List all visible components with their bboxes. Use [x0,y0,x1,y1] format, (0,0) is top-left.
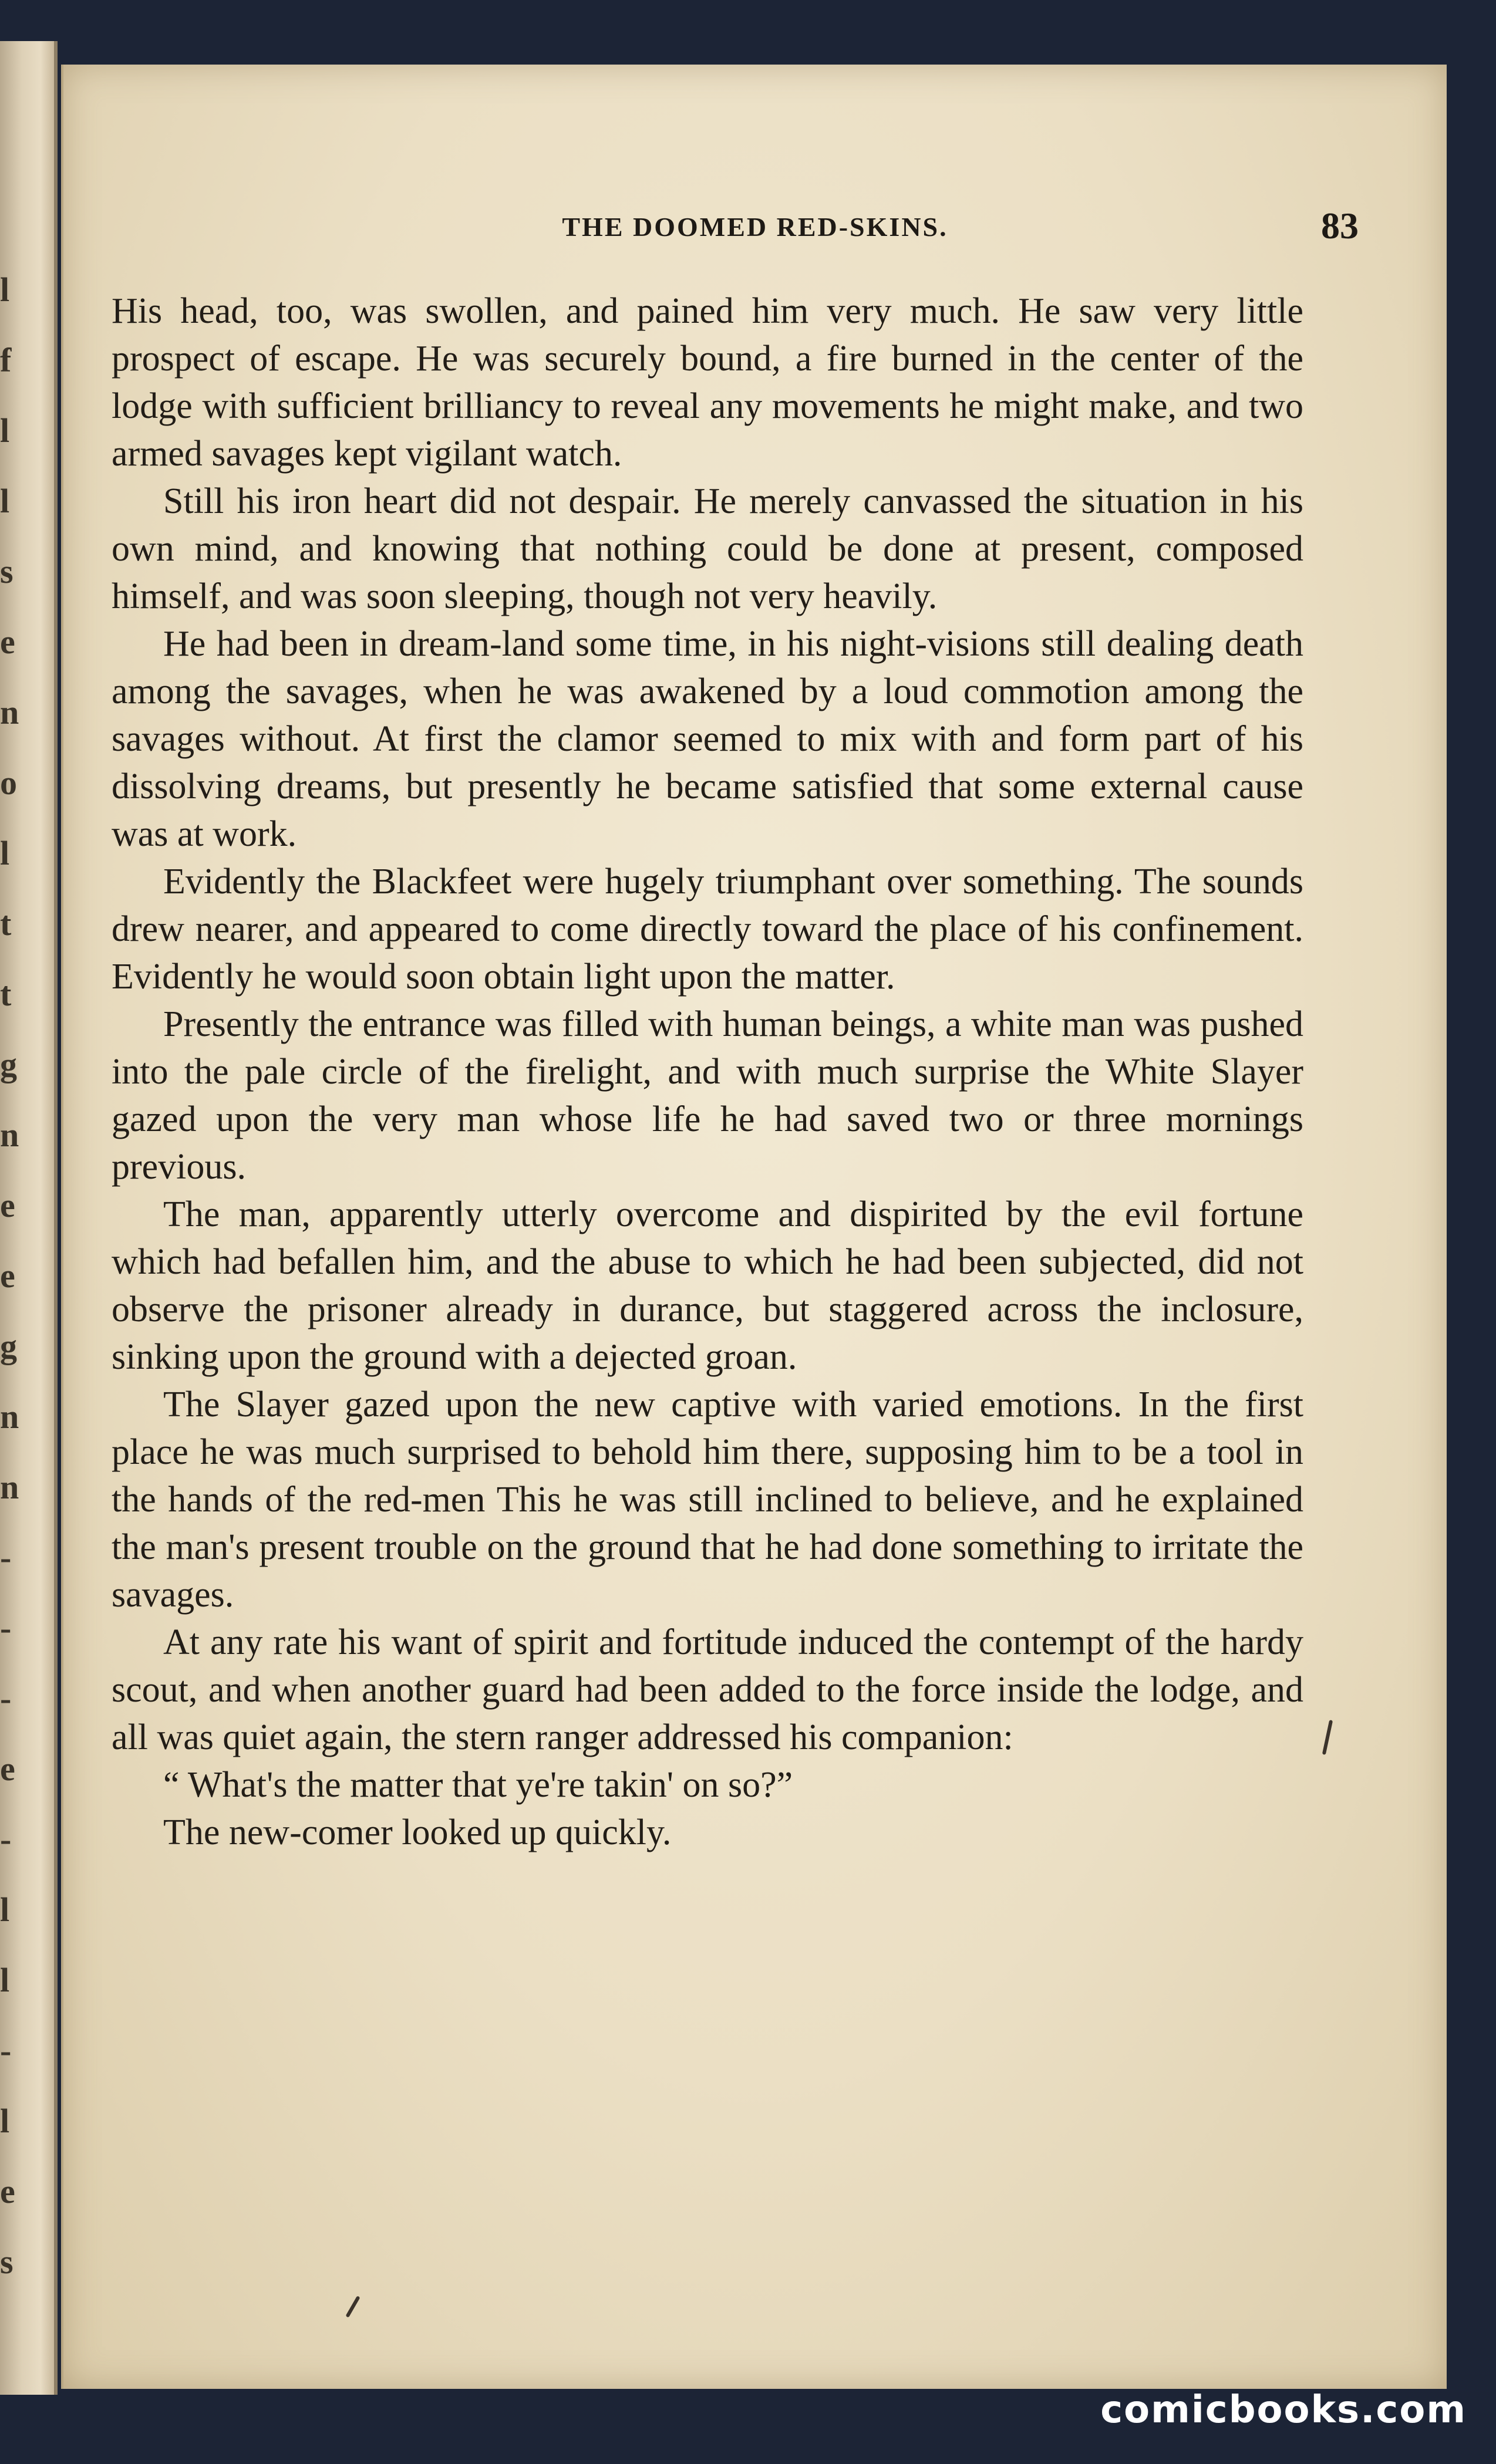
left-page-fragment: n [0,1468,19,1506]
paragraph-8: At any rate his want of spirit and fortitude induced the contempt of the hardy scout, and when another guard had been added to the force inside the lodge, and all was quiet again, the stern ranger addressed his companion: [112,1622,1303,1757]
left-page-fragment: - [0,1609,12,1647]
page-number: 83 [1321,205,1359,247]
left-page-fragment: n [0,693,19,731]
paragraph-5: Presently the entrance was filled with human beings, a white man was pushed into the pale circle of the firelight, and with much surprise the White Slayer gazed upon the very man whose life he had saved two or three mornings previous. [112,1004,1303,1187]
paragraph-3: He had been in dream-land some time, in his night-visions still dealing death among the savages, when he was awakened by a loud commotion among the savages without. At first the clamor seemed to mix with and form part of his dissolving dreams, but presently he became satisfied that some external cause was at work. [112,624,1303,854]
left-page-fragment: s [0,552,14,590]
left-page-fragment: g [0,1045,17,1084]
left-page-fragment: - [0,1679,12,1717]
left-page-fragment: t [0,904,12,943]
paragraph-2: Still his iron heart did not despair. He merely canvassed the situation in his own mind, and knowing that nothing could be done at present, composed himself, and was soon sleeping, though not very heavily. [112,481,1303,616]
left-page-fragment: l [0,411,10,450]
left-page-fragment: l [0,1961,10,1999]
left-page-fragment: n [0,1116,19,1154]
left-page-fragment: e [0,1186,15,1224]
pen-mark [345,2296,360,2318]
left-page-fragment: l [0,2102,10,2140]
left-page-fragment: l [0,1891,10,1929]
body-text [112,288,1303,1857]
paragraph-7: The Slayer gazed upon the new captive with varied emotions. In the first place he was much surprised to behold him there, supposing him to be a tool in the hands of the red-men This he was still inclined to believe, and he explained the man's present trouble on the ground that he had done something to irritate the savages. [112,1385,1303,1615]
left-page-fragment: - [0,1820,12,1858]
left-page-fragment: e [0,1257,15,1295]
left-page-fragment: n [0,1398,19,1436]
paragraph-4: Evidently the Blackfeet were hugely triumphant over something. The sounds drew nearer, and appeared to come directly toward the place of his confinement. Evidently he would soon obtain light upon the matter. [112,862,1303,997]
book-page [61,65,1447,2389]
paragraph-10: The new-comer looked up quickly. [163,1812,672,1852]
left-page-fragment: o [0,764,17,802]
running-head [63,200,1447,252]
left-page-fragment: f [0,341,12,379]
left-page-fragment: t [0,975,12,1013]
left-page-fragment: e [0,623,15,661]
left-page-fragment: - [0,1538,12,1577]
paragraph-6: The man, apparently utterly overcome and dispirited by the evil fortune which had befallen him, and the abuse to which he had been subjected, did not observe the prisoner already in durance, but staggered across the inclosure, sinking upon the ground with a dejected groan. [112,1194,1303,1377]
left-page-fragment: l [0,271,10,309]
left-page-fragment: l [0,482,10,520]
left-page-fragment: e [0,2172,15,2210]
left-page-fragment: l [0,834,10,872]
pen-mark [1322,1720,1333,1755]
left-page-fragment: - [0,2031,12,2070]
paragraph-9: “ What's the matter that ye're takin' on so?” [163,1765,793,1805]
left-page-fragment: g [0,1327,17,1365]
left-page-fragment: e [0,1750,15,1788]
left-page-fragment: s [0,2243,14,2281]
paragraph-1: His head, too, was swollen, and pained him very much. He saw very little prospect of escape. He was securely bound, a fire burned in the center of the lodge with sufficient brilliancy to reveal any movements he might make, and two armed savages kept vigilant watch. [112,291,1303,474]
watermark-text: comicbooks.com [1100,2388,1467,2432]
running-head-title: THE DOOMED RED-SKINS. [562,212,948,242]
left-page-edge [0,41,58,2395]
